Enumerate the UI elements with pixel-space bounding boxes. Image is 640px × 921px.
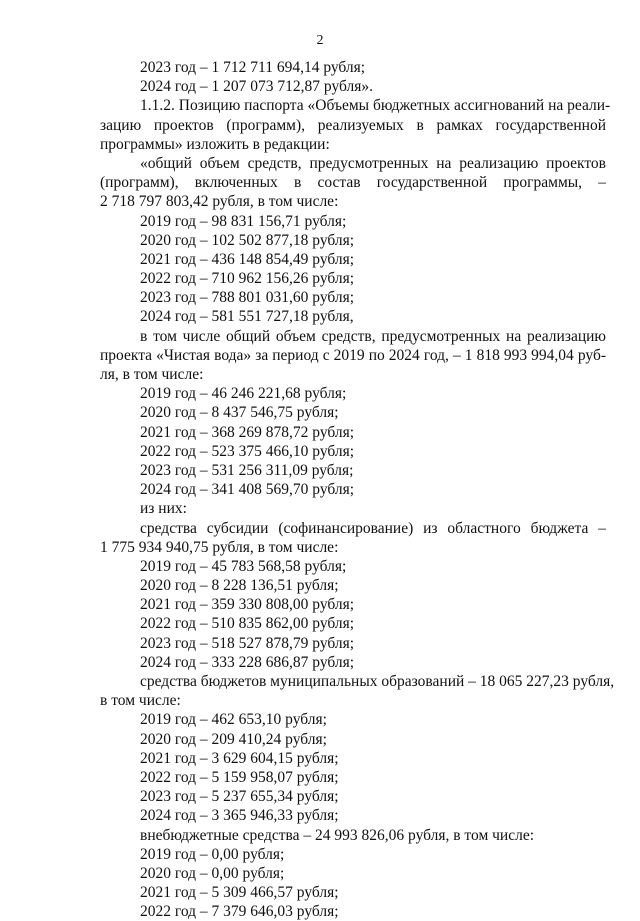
text-line: 2024 год – 333 228 686,87 рубля; [140, 653, 355, 671]
page-number: 2 [316, 33, 324, 48]
text-line: 2022 год – 7 379 646,03 рубля; [140, 903, 339, 921]
text-line: 2024 год – 581 551 727,18 рубля, [140, 308, 354, 326]
text-line: 2020 год – 8 437 546,75 рубля; [140, 404, 339, 422]
text-line: в том числе: [100, 692, 181, 710]
text-line: 2019 год – 46 246 221,68 рубля; [140, 385, 347, 403]
text-line: 2019 год – 0,00 рубля; [140, 845, 285, 863]
text-line: 2023 год – 531 256 311,09 рубля; [140, 461, 354, 479]
text-line: внебюджетные средства – 24 993 826,06 рубля, в том числе: [140, 826, 535, 844]
text-line: 2023 год – 5 237 655,34 рубля; [140, 788, 339, 806]
text-line: средства бюджетов муниципальных образований – 18 065 227,23 рубля, [140, 673, 615, 690]
text-line: 2022 год – 5 159 958,07 рубля; [140, 768, 339, 786]
text-line: 2021 год – 359 330 808,00 рубля; [140, 596, 355, 614]
text-line: 2022 год – 710 962 156,26 рубля; [140, 270, 355, 288]
text-line: средства субсидии (софинансирование) из областного бюджета – [140, 519, 606, 537]
text-line: в том числе общий объем средств, предусмотренных на реализацию [140, 327, 606, 345]
text-line: 2023 год – 1 712 711 694,14 рубля; [140, 59, 366, 76]
text-line: «общий объем средств, предусмотренных на реализацию проектов [140, 154, 606, 172]
text-line: 2021 год – 368 269 878,72 рубля; [140, 423, 355, 441]
text-line: 2020 год – 0,00 рубля; [140, 864, 285, 882]
text-line: 2020 год – 209 410,24 рубля; [140, 730, 327, 748]
text-line: программы» изложить в редакции: [100, 135, 330, 153]
text-line: 2020 год – 8 228 136,51 рубля; [140, 577, 339, 595]
text-line: 1.1.2. Позицию паспорта «Объемы бюджетных ассигнований на реали- [140, 97, 611, 115]
text-line: 2023 год – 788 801 031,60 рубля; [140, 289, 355, 307]
text-line: 2019 год – 45 783 568,58 рубля; [140, 557, 347, 575]
text-line: проекта «Чистая вода» за период с 2019 по 2024 год, – 1 818 993 994,04 руб- [100, 346, 606, 364]
text-line: 2021 год – 436 148 854,49 рубля; [140, 250, 355, 268]
text-line: зацию проектов (программ), реализуемых в рамках государственной [100, 116, 606, 134]
text-line: 2023 год – 518 527 878,79 рубля; [140, 634, 355, 652]
text-line: 2020 год – 102 502 877,18 рубля; [140, 231, 355, 249]
text-line: 2024 год – 1 207 073 712,87 рубля». [140, 78, 373, 96]
text-line: 2019 год – 462 653,10 рубля; [140, 711, 327, 729]
text-line: 2022 год – 510 835 862,00 рубля; [140, 615, 355, 633]
text-line: 2019 год – 98 831 156,71 рубля; [140, 212, 347, 230]
text-line: 2021 год – 3 629 604,15 рубля; [140, 749, 339, 767]
text-line: 2024 год – 341 408 569,70 рубля; [140, 481, 355, 499]
document-body [100, 58, 615, 921]
text-line: ля, в том числе: [100, 366, 204, 383]
text-line: 2024 год – 3 365 946,33 рубля; [140, 807, 339, 825]
text-line: из них: [140, 500, 187, 518]
text-line: 1 775 934 940,75 рубля, в том числе: [100, 538, 339, 556]
text-line: 2022 год – 523 375 466,10 рубля; [140, 442, 355, 460]
text-line: 2 718 797 803,42 рубля, в том числе: [100, 193, 339, 211]
text-line: 2021 год – 5 309 466,57 рубля; [140, 884, 339, 902]
text-line: (программ), включенных в состав государственной программы, – [100, 174, 606, 192]
